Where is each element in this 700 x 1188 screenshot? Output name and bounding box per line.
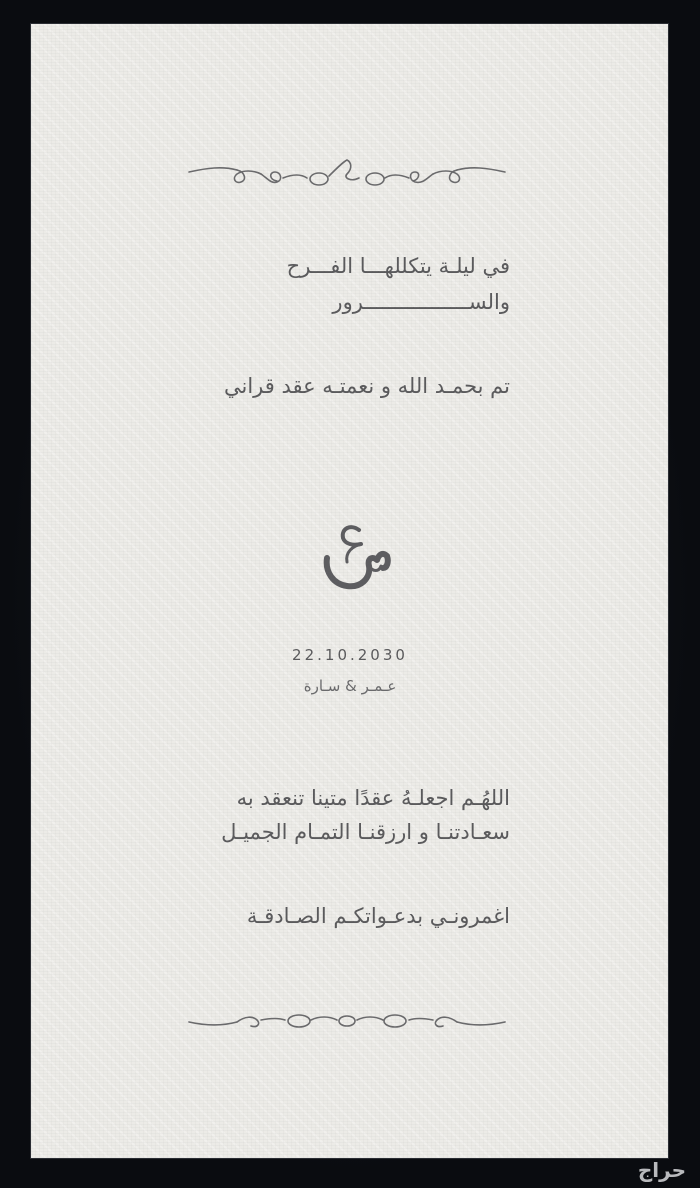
prayer-line-1: اللهُـم اجعلـهُ عقدًا متينا تنعقد به <box>236 786 510 810</box>
top-ornament-divider <box>187 152 507 192</box>
watermark-label: حراج <box>637 1158 686 1182</box>
closing-line: اغمرونـي بدعـواتكـم الصـادقـة <box>246 904 510 928</box>
invitation-card <box>31 24 668 1158</box>
announcement-line: تم بحمـد الله و نعمتـه عقد قراني <box>223 374 510 398</box>
prayer-line-2: سعـادتنـا و ارزقنـا التمـام الجميـل <box>221 820 510 844</box>
bottom-ornament-divider <box>187 1002 507 1042</box>
event-date: 22.10.2030 <box>292 646 408 664</box>
couple-monogram-logo <box>307 512 397 602</box>
couple-names: عـمـر & سـارة <box>303 677 397 695</box>
intro-line-1: في ليلـة يتكللهـــا الفـــرح <box>286 254 510 278</box>
intro-line-2: والســـــــــــــــــرور <box>332 290 510 314</box>
